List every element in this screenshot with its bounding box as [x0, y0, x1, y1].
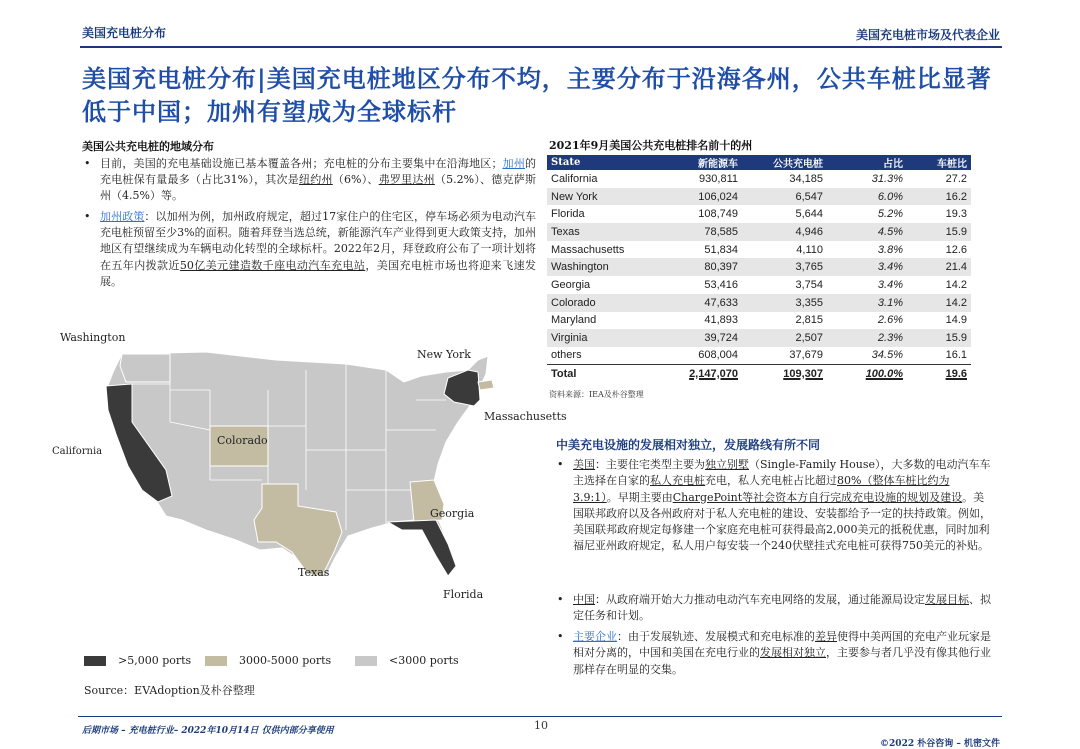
underlined-text: 50亿美元建造数千座电动汽车充电站: [179, 258, 366, 272]
table-total-cell: Total: [547, 365, 667, 383]
table-cell: 39,724: [667, 329, 742, 347]
link-california[interactable]: 加州: [502, 157, 526, 170]
table-cell: 3.8%: [877, 243, 903, 256]
link-florida[interactable]: 弗罗里达州: [378, 173, 435, 187]
right-bullet-us: [557, 457, 993, 555]
table-cell: 31.3%: [871, 172, 903, 185]
label-china: 中国: [573, 593, 595, 606]
table-cell: Massachusetts: [551, 243, 625, 256]
map-label-colorado: Colorado: [217, 434, 268, 447]
table-cell: 34,185: [789, 172, 823, 185]
table-total-cell: [742, 365, 827, 383]
massachusetts-state-shape: [478, 380, 494, 390]
table-row: [547, 258, 971, 276]
text: （6%）、: [332, 173, 379, 187]
table-cell: Texas: [547, 223, 667, 241]
table-cell: 3,765: [742, 258, 827, 276]
total-value: 19.6: [945, 367, 967, 380]
table-cell: 2,507: [742, 329, 827, 347]
col-ratio: 车桩比: [907, 155, 971, 170]
page-title: 美国充电桩分布|美国充电桩地区分布不均，主要分布于沿海各州，公共车桩比显著低于中国；加州有望成为全球标杆: [82, 64, 992, 126]
col-state: State: [547, 155, 667, 170]
table-cell: Washington: [547, 258, 667, 276]
table-cell: 12.6: [945, 243, 967, 256]
total-value: 100.0%: [865, 367, 903, 380]
table-cell: 15.9: [907, 329, 971, 347]
florida-state-shape: [388, 520, 456, 576]
table-row: [547, 276, 971, 294]
table-cell: 27.2: [945, 172, 967, 185]
underlined-text: 80%（整体车桩比约为3.9:1）: [573, 474, 950, 504]
col-chargers: 公共充电桩: [742, 155, 827, 170]
table-cell: 16.1: [945, 349, 967, 362]
table-cell: 41,893: [704, 314, 738, 327]
table-cell: 78,585: [667, 223, 742, 241]
table-cell: 106,024: [667, 188, 742, 206]
link-major-companies[interactable]: 主要企业: [573, 630, 617, 643]
text: 目前，美国的充电基础设施已基本覆盖各州；充电桩的分布主要集中在沿海地区；: [100, 157, 503, 170]
legend-low: [355, 654, 459, 667]
table-row: [547, 223, 971, 241]
text: ，美国充电桩市场也将迎来飞速发展。: [100, 258, 537, 288]
table-total-cell: [907, 365, 971, 383]
table-cell: 19.3: [945, 208, 967, 221]
table-cell: 47,633: [667, 294, 742, 312]
table-row: [547, 329, 971, 347]
table-cell: Maryland: [551, 314, 597, 327]
text: ，主要参与者几乎没有像其他行业那样存在明显的交集。: [573, 646, 991, 676]
table-cell: 3,355: [742, 294, 827, 312]
label-us: 美国: [573, 458, 595, 471]
map-label-texas: Texas: [298, 566, 330, 579]
table-cell: 53,416: [704, 278, 738, 291]
bullet-dot-icon: •: [557, 458, 564, 471]
right-section-heading: 中美充电设施的发展相对独立，发展路线有所不同: [556, 438, 821, 452]
table-total-row: [547, 365, 971, 383]
map-label-new-york: New York: [417, 348, 471, 361]
right-bullet-china: [557, 592, 993, 625]
header-report-label: 美国充电桩市场及代表企业: [855, 28, 1000, 42]
table-cell: 930,811: [699, 172, 738, 185]
map-label-massachusetts: Massachusetts: [484, 410, 567, 423]
table-cell: 15.9: [907, 223, 971, 241]
table-cell: 14.9: [945, 314, 967, 327]
legend-mid: [205, 654, 331, 667]
text: 充电，私人充电桩占比超过: [705, 474, 837, 488]
table-cell: Virginia: [547, 329, 667, 347]
legend-label: <3000 ports: [389, 654, 459, 667]
table-source: 资料来源：IEA及朴谷整理: [549, 390, 644, 399]
text: ：从政府端开始大力推动电动汽车充电网络的发展，通过能源局设定: [595, 593, 925, 606]
map-label-florida: Florida: [443, 588, 484, 601]
legend-swatch: [205, 656, 227, 666]
total-value: 109,307: [783, 367, 823, 380]
table-cell: 6.0%: [827, 188, 907, 206]
bullet-dot-icon: •: [557, 630, 564, 643]
table-title: 2021年9月美国公共充电桩排名前十的州: [549, 139, 753, 152]
table-cell: 108,749: [698, 208, 738, 221]
underlined-text: 独立别墅: [705, 458, 749, 471]
map-label-georgia: Georgia: [430, 507, 475, 520]
table-row: [547, 312, 971, 330]
footer-divider: [78, 716, 1002, 717]
table-cell: 37,679: [789, 349, 823, 362]
underlined-text: 差异: [815, 630, 837, 643]
table-cell: 5.2%: [877, 208, 903, 221]
table-cell: 34.5%: [871, 349, 903, 362]
right-bullet-companies: [557, 629, 993, 678]
table-cell: 3.1%: [827, 294, 907, 312]
table-cell: California: [551, 172, 598, 185]
table-cell: 608,004: [698, 349, 738, 362]
header-divider: [80, 46, 1002, 48]
table-cell: 4,946: [742, 223, 827, 241]
table-cell: Florida: [551, 208, 585, 221]
left-bullet-2: [86, 209, 536, 290]
footer-copyright: ©2022 朴谷咨询 – 机密文件: [880, 739, 1000, 749]
table-row: [547, 188, 971, 206]
text: 使得中美两国的充电产业玩家是相对分离的，中国和美国在充电行业的: [573, 630, 991, 660]
top-ten-states-table: [547, 155, 971, 382]
table-cell: 2.6%: [877, 314, 903, 327]
footer-left: 后期市场 – 充电桩行业– 2022年10月14日 仅供内部分享使用: [82, 726, 334, 736]
table-cell: 51,834: [704, 243, 738, 256]
text: 、拟定任务和计划。: [573, 593, 991, 623]
bullet-dot-icon: •: [84, 210, 91, 223]
table-cell: 3.4%: [877, 278, 903, 291]
table-row: [547, 170, 971, 188]
link-new-york[interactable]: 纽约州: [299, 173, 333, 187]
table-cell: Colorado: [547, 294, 667, 312]
table-cell: 4.5%: [827, 223, 907, 241]
text: 。早期主要由: [606, 490, 673, 504]
text: 的充电桩保有量最多（占比31%），其次是: [100, 157, 537, 187]
left-section-heading: 美国公共充电桩的地域分布: [82, 140, 214, 153]
underlined-text: 私人充电桩: [650, 474, 705, 488]
table-row: [547, 294, 971, 312]
table-cell: 14.2: [907, 294, 971, 312]
total-value: 2,147,070: [689, 367, 738, 380]
text: ：由于发展轨迹、发展模式和充电标准的: [617, 630, 815, 643]
table-cell: others: [551, 349, 582, 362]
text: ：主要住宅类型主要为: [595, 458, 705, 471]
table-cell: New York: [547, 188, 667, 206]
table-cell: 2.3%: [827, 329, 907, 347]
table-cell: 14.2: [945, 278, 967, 291]
table-cell: 2,815: [795, 314, 823, 327]
bullet-dot-icon: •: [84, 157, 91, 170]
underlined-text: 发展目标: [925, 593, 969, 606]
table-cell: 3,754: [795, 278, 823, 291]
text: （5.2%）、德克萨斯州（4.5%）等。: [100, 173, 537, 203]
col-nev: 新能源车: [667, 155, 742, 170]
left-bullet-1: [86, 156, 536, 205]
legend-label: 3000-5000 ports: [239, 654, 332, 667]
legend-high: [84, 654, 191, 667]
header-section-label: 美国充电桩分布: [82, 26, 167, 40]
text: 。美国联邦政府以及各州政府对于私人充电桩的建设、安装都给予一定的扶持政策。例如，美国联邦政府规定每修建一个家庭充电桩可获得最高2,000美元的抵税优惠，同时加利福尼亚州政府规定，私人用户每安装一个240伏壁挂式充电桩可获得750美元的补贴。: [573, 490, 991, 553]
table-row: [547, 205, 971, 223]
table-cell: 6,547: [742, 188, 827, 206]
table-total-cell: [667, 365, 742, 383]
table-cell: 3.4%: [827, 258, 907, 276]
map-label-washington: Washington: [60, 331, 126, 344]
map-label-california: California: [52, 446, 103, 457]
table-row: [547, 241, 971, 259]
table-header-row: [547, 155, 971, 170]
table-cell: 21.4: [907, 258, 971, 276]
table-cell: 80,397: [667, 258, 742, 276]
table-row: [547, 347, 971, 365]
legend-swatch: [84, 656, 106, 666]
legend-swatch: [355, 656, 377, 666]
text: （Single-Family House），大多数的电动汽车车主选择在自家的: [573, 458, 991, 488]
link-california-policy[interactable]: 加州政策: [100, 210, 145, 223]
legend-label: >5,000 ports: [118, 654, 192, 667]
page-number: 10: [534, 719, 548, 732]
underlined-text: ChargePoint等社会资本方自行完成充电设施的规划及建设: [672, 490, 963, 504]
underlined-text: 发展相对独立: [760, 646, 826, 660]
table-cell: 5,644: [795, 208, 823, 221]
bullet-dot-icon: •: [557, 593, 564, 606]
col-share: 占比: [827, 155, 907, 170]
text: ：以加州为例，加州政府规定，超过17家住户的住宅区，停车场必须为电动汽车充电桩预留至少3%的面积。随着拜登当选总统，新能源汽车产业得到更大政策支持，加州地区有望继续成为车辆电动化转型的全球标杆。2022年2月，拜登政府公布了一项计划将在五年内拨款近: [100, 210, 536, 272]
table-cell: 4,110: [796, 243, 823, 256]
table-total-cell: [827, 365, 907, 383]
table-cell: Georgia: [551, 278, 591, 291]
washington-state-shape: [120, 354, 170, 382]
table-cell: 16.2: [907, 188, 971, 206]
map-source: Source：EVAdoption及朴谷整理: [84, 684, 255, 697]
